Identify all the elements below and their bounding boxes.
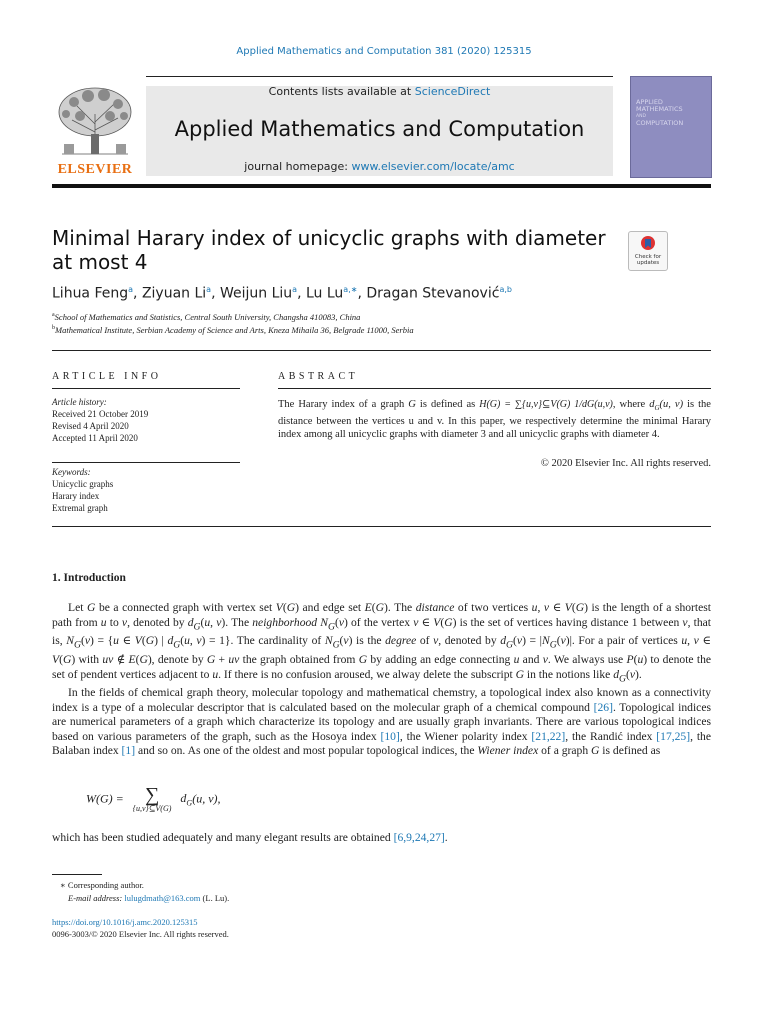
header-bottom-rule: [52, 184, 711, 188]
issn-line: 0096-3003/© 2020 Elsevier Inc. All rights reserved.: [52, 929, 229, 939]
author-list: Lihua Feng$^a$, Ziyuan Li$^a$, Weijun Liu$^a$, Lu $Lu^{a,∗}$, Dragan Stevanović$^{a,b}$: [52, 285, 512, 302]
wiener-formula: W(G) = ∑ {u,v}⊆V(G) $d_G(u$, v),: [86, 784, 221, 813]
affiliation-a: $^a$School of Mathematics and Statistics, Central South University, Changsha 410083, China: [52, 312, 361, 322]
intro-paragraph: Let G be a connected graph with vertex set V(G) and edge set E(G). The distance of two vertices u, v ∈ V(G) is the length of a shortest path from u to v, denoted by $d_G(u$, v). The neighborhood $N_G(v)$ of the vertex v ∈ V(G) is the set of vertices having distance 1 between v, that is, $N_G(v) = \{u$ ∈ V(G) | $d_G(u$, v) = 1}. The cardinality of $N_G(v)$ is the degree of v, denoted by $d_G(v) = |N_G(v)|$. For a pair of vertices u, v ∈ V(G) with uv ∉ E(G), denote by G + uv the graph obtained from G by adding an edge connecting u and v. We always use P(u) to denote the set of pendent vertices adjacent to u. If there is no confusion aroused, we alway delete the subscript G in the notions like $d_G(v)$. In the fields of chemical graph theory, molecular topology and mathematical chemstry, a topological index also known as a connectivity index is a type of a molecular descriptor that is calculated based on the molecular graph of a chemical compound [26]. Topological indices are numerical parameters of a graph which characterize its topology and are usually graph invariants. There are various topological indices based on various parameters of the graph, such as the Hosoya index [10], the Wiener polarity index [21,22], the Randić index [17,25], the Balaban index [1] and so on. As one of the oldest and most popular topological indices, the Wiener index of a graph G is defined as: [52, 601, 712, 758]
divider: [52, 462, 240, 463]
check-for-updates-badge[interactable]: Check for updates: [628, 231, 668, 271]
elsevier-wordmark: ELSEVIER: [57, 162, 133, 177]
article-history: Article history: Received 21 October 2019 Revised 4 April 2020 Accepted 11 April 2020: [52, 397, 149, 443]
harary-formula: H(G) = ∑{u,v}⊆V(G) 1/dG(u,v): [479, 399, 613, 410]
corresponding-footnote: ∗ Corresponding author.: [60, 880, 144, 890]
divider: [52, 350, 711, 351]
doi-link[interactable]: https://doi.org/10.1016/j.amc.2020.125315: [52, 917, 198, 927]
keyword: Extremal graph: [52, 503, 108, 513]
citation-link[interactable]: [10]: [380, 729, 400, 743]
citation-link[interactable]: [6,9,24,27]: [393, 831, 445, 844]
affiliation-b: $^b$Mathematical Institute, Serbian Academy of Science and Arts, Kneza Mihaila 36, Belgrade 11000, Serbia: [52, 325, 414, 335]
citation-link[interactable]: [21,22]: [531, 729, 566, 743]
journal-cover-image: APPLIED MATHEMATICS AND COMPUTATION: [630, 76, 712, 178]
intro-closing: which has been studied adequately and many elegant results are obtained [6,9,24,27].: [52, 831, 448, 844]
email-link[interactable]: lulugdmath@163.com: [124, 893, 201, 903]
citation-link[interactable]: [1]: [121, 744, 136, 758]
author-name[interactable]: Lu Lu: [305, 285, 344, 302]
author-name[interactable]: Dragan Stevanović: [366, 285, 500, 302]
divider: [52, 388, 240, 389]
citation-link[interactable]: [17,25]: [656, 729, 691, 743]
journal-title: Applied Mathematics and Computation: [174, 117, 585, 141]
citation-link[interactable]: [26]: [593, 700, 613, 714]
article-info-heading: ARTICLE INFO: [52, 371, 162, 382]
header-top-rule: [146, 76, 613, 77]
abstract-text: The Harary index of a graph G is defined as H(G) = ∑{u,v}⊆V(G) 1/dG(u,v), where $d_G(u$, v) is the distance between the vertices u and v. In this paper, we respectively determine the minimal Harary index among all unicyclic graphs with diameter 3 and all unicyclic graphs with diameter 4.: [278, 399, 711, 441]
author-name[interactable]: Lihua Feng: [52, 285, 129, 302]
elsevier-tree-logo: [52, 84, 138, 160]
footnote-rule: [52, 874, 102, 875]
homepage-link[interactable]: www.elsevier.com/locate/amc: [351, 160, 515, 173]
sciencedirect-link[interactable]: ScienceDirect: [414, 85, 491, 98]
journal-citation[interactable]: Applied Mathematics and Computation 381 (2020) 125315: [236, 46, 532, 57]
keyword: Unicyclic graphs: [52, 479, 114, 489]
homepage-line: journal homepage: www.elsevier.com/locate/amc: [244, 160, 515, 173]
email-footnote: E-mail address: lulugdmath@163.com (L. Lu).: [68, 893, 230, 903]
contents-line: Contents lists available at ScienceDirect: [268, 85, 491, 98]
author-name[interactable]: Ziyuan Li: [141, 285, 207, 302]
keyword: Harary index: [52, 491, 100, 501]
article-title: Minimal Harary index of unicyclic graphs with diameter at most 4: [52, 226, 606, 274]
divider: [52, 526, 711, 527]
bookmark-icon: [640, 235, 656, 253]
divider: [278, 388, 711, 389]
abstract-copyright: © 2020 Elsevier Inc. All rights reserved.: [540, 458, 711, 469]
abstract-heading: ABSTRACT: [278, 371, 359, 382]
author-name[interactable]: Weijun Liu: [219, 285, 293, 302]
section-heading: 1. Introduction: [52, 572, 126, 584]
keywords: Keywords: Unicyclic graphs Harary index Extremal graph: [52, 467, 114, 513]
